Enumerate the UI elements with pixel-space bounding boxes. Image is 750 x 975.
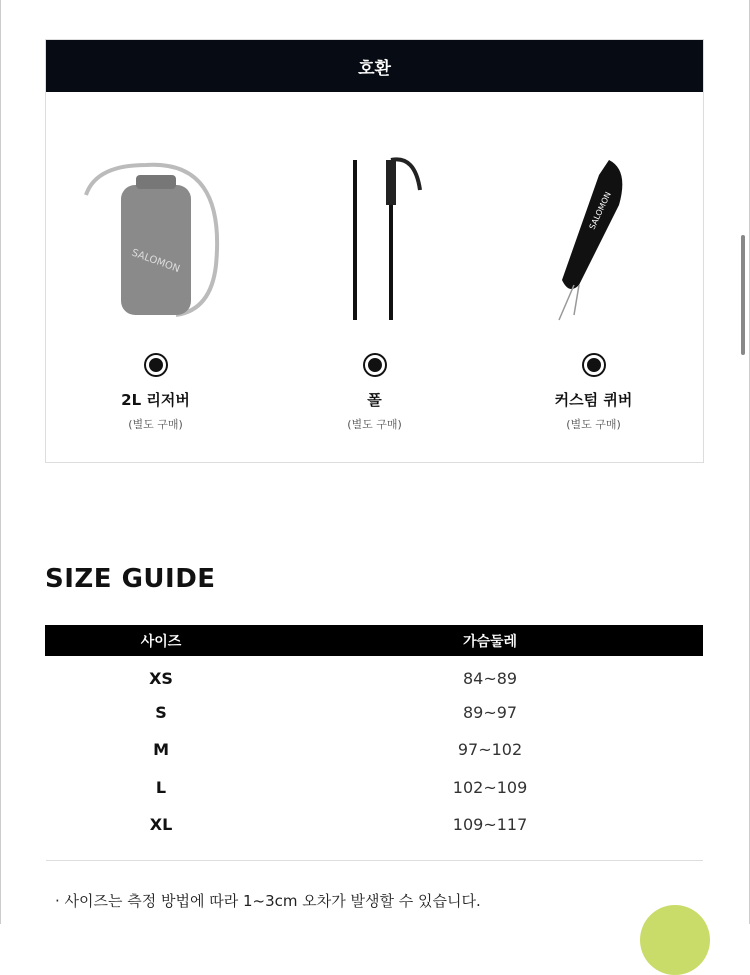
- size-cell: L: [155, 777, 167, 797]
- svg-text:SALOMON: SALOMON: [129, 247, 181, 276]
- item-note: (별도 구매): [128, 418, 183, 431]
- radio-dot-icon: [584, 355, 604, 375]
- size-cell: M: [153, 740, 169, 760]
- size-guide-title: SIZE GUIDE: [45, 564, 216, 594]
- size-cell: XS: [149, 669, 173, 689]
- compatibility-section: [45, 39, 704, 463]
- compat-item-reservoir: [46, 140, 265, 432]
- table-row: [45, 806, 703, 844]
- compat-item-poles: [265, 140, 484, 432]
- chest-cell: 89~97: [462, 702, 518, 722]
- table-row: [45, 656, 703, 694]
- item-name: 폴: [367, 391, 382, 409]
- radio-dot-icon: [146, 355, 166, 375]
- chest-cell: 97~102: [457, 740, 523, 760]
- size-cell: S: [155, 702, 167, 722]
- chest-cell: 102~109: [452, 777, 528, 797]
- item-note: (별도 구매): [566, 418, 621, 431]
- compat-item-quiver: [484, 140, 703, 432]
- table-row: [45, 694, 703, 732]
- compatibility-title: 호환: [46, 40, 703, 92]
- table-row: [45, 731, 703, 769]
- svg-text:SALOMON: SALOMON: [587, 190, 613, 231]
- item-name: 2L 리저버: [121, 391, 190, 409]
- size-table: [45, 625, 703, 844]
- trekking-poles-image: [285, 140, 465, 330]
- header-size: 사이즈: [45, 625, 277, 656]
- quiver-image: [504, 140, 684, 330]
- floating-action-button[interactable]: [640, 905, 710, 975]
- divider: [46, 860, 703, 861]
- table-row: [45, 769, 703, 807]
- chest-cell: 84~89: [462, 669, 518, 689]
- hydration-reservoir-image: [66, 140, 246, 330]
- item-note: (별도 구매): [347, 418, 402, 431]
- size-cell: XL: [149, 815, 173, 835]
- scrollbar[interactable]: [741, 235, 745, 355]
- size-note: · 사이즈는 측정 방법에 따라 1~3cm 오차가 발생할 수 있습니다.: [55, 892, 481, 910]
- item-name: 커스텀 퀴버: [554, 391, 633, 409]
- header-chest: 가슴둘레: [277, 625, 703, 656]
- radio-dot-icon: [365, 355, 385, 375]
- chest-cell: 109~117: [452, 815, 528, 835]
- page-border-left: [0, 0, 1, 924]
